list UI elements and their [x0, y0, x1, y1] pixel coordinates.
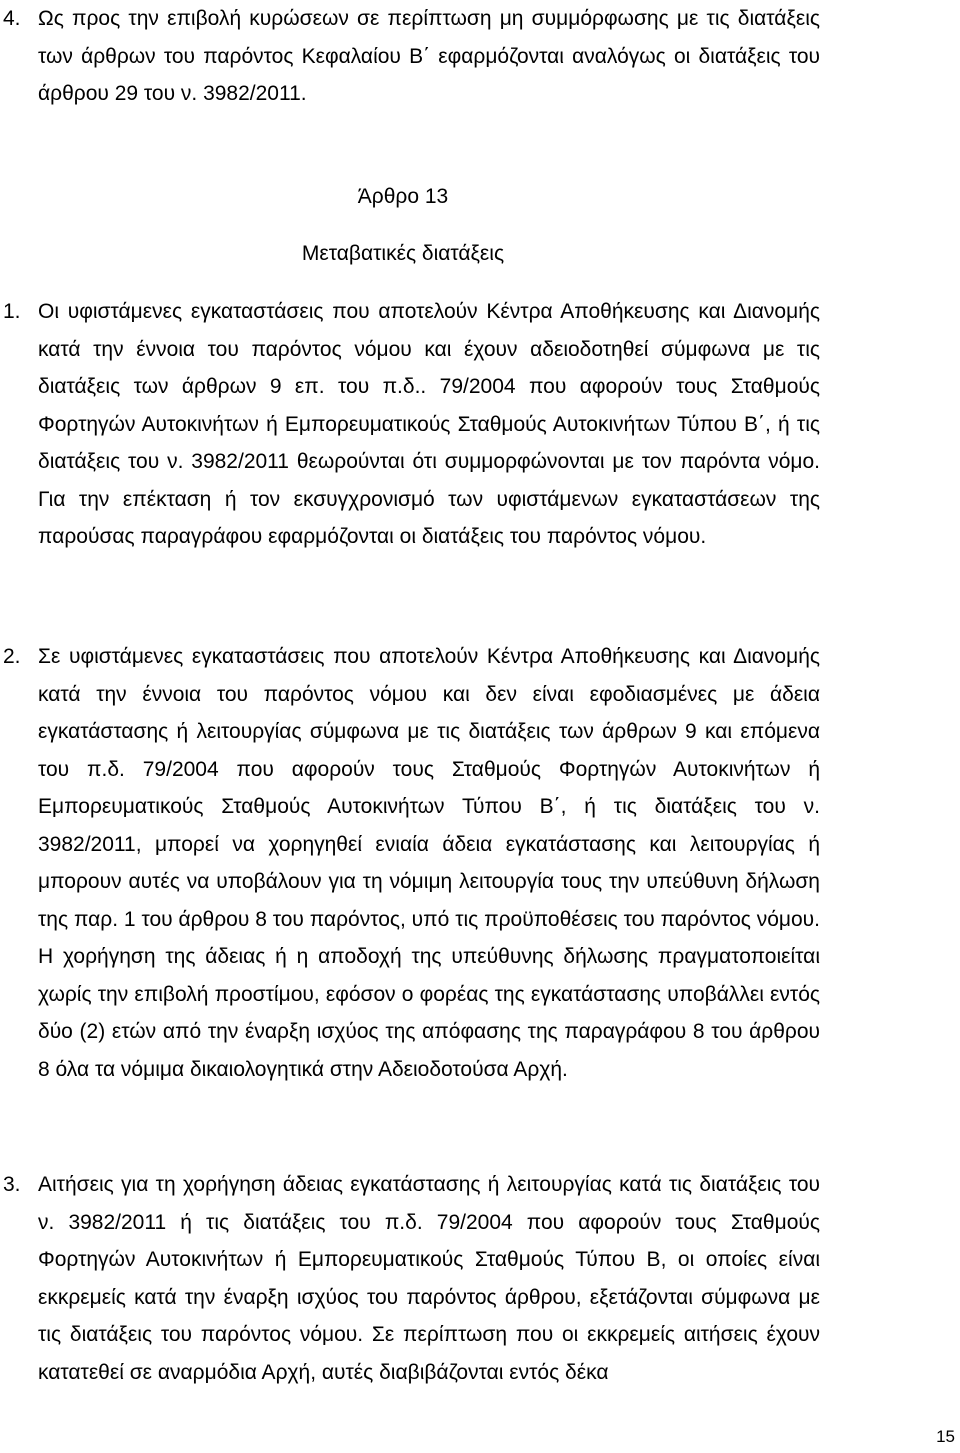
paragraph-text: Αιτήσεις για τη χορήγηση άδειας εγκατάστασης ή λειτουργίας κατά τις διατάξεις του ν. 3982/2011 ή τις διατάξεις του π.δ. 79/2004 που αφορούν τους Σταθμούς Φορτηγών Αυτοκινήτων ή Εμπορευματικούς Σταθμούς Τύπου Β, οι οποίες είναι εκκρεμείς κατά την έναρξη ισχύος του παρόντος άρθρου, εξετάζονται σύμφωνα με τις διατάξεις του παρόντος νόμου. Σε περίπτωση που οι εκκρεμείς αιτήσεις έχουν κατατεθεί σε αναρμόδια Αρχή, αυτές διαβιβάζονται εντός δέκα	[38, 1173, 820, 1384]
paragraph-number: 2.	[3, 645, 21, 668]
page-number: 15	[936, 1427, 955, 1446]
article-subtitle: Μεταβατικές διατάξεις	[301, 242, 505, 265]
paragraph-text: Οι υφιστάμενες εγκαταστάσεις που αποτελούν Κέντρα Αποθήκευσης και Διανομής κατά την έννοια του παρόντος νόμου και έχουν αδειοδοτηθεί σύμφωνα με τις διατάξεις των άρθρων 9 επ. του π.δ.. 79/2004 που αφορούν τους Σταθμούς Φορτηγών Αυτοκινήτων ή Εμπορευματικούς Σταθμούς Αυτοκινήτων Τύπου Β΄, ή τις διατάξεις του ν. 3982/2011 θεωρούνται ότι συμμορφώνονται με τον παρόντα νόμο. Για την επέκταση ή τον εκσυγχρονισμό των υφιστάμενων εγκαταστάσεων της παρούσας παραγράφου εφαρμόζονται οι διατάξεις του παρόντος νόμου.	[38, 300, 820, 548]
paragraph-number: 4.	[3, 7, 21, 30]
paragraph-number: 3.	[3, 1173, 21, 1196]
paragraph-text: Σε υφιστάμενες εγκαταστάσεις που αποτελούν Κέντρα Αποθήκευσης και Διανομής κατά την έννοια του παρόντος νόμου και δεν είναι εφοδιασμένες με άδεια εγκατάστασης ή λειτουργίας σύμφωνα με τις διατάξεις των άρθρων 9 και επόμενα του π.δ. 79/2004 που αφορούν τους Σταθμούς Φορτηγών Αυτοκινήτων ή Εμπορευματικούς Σταθμούς Αυτοκινήτων Τύπου Β΄, ή τις διατάξεις του ν. 3982/2011, μπορεί να χορηγηθεί ενιαία άδεια εγκατάστασης και λειτουργίας ή μπορουν αυτές να υποβάλουν για τη νόμιμη λειτουργία τους την υπεύθυνη δήλωση της παρ. 1 του άρθρου 8 του παρόντος, υπό τις προϋποθέσεις του παρόντος νόμου. Η χορήγηση της άδειας ή η αποδοχή της υπεύθυνης δήλωσης πραγματοποιείται χωρίς την επιβολή προστίμου, εφόσον ο φορέας της εγκατάστασης υποβάλλει εντός δύο (2) ετών από την έναρξη ισχύος της απόφασης της παραγράφου 8 του άρθρου 8 όλα τα νόμιμα δικαιολογητικά στην Αδειοδοτούσα Αρχή.	[38, 645, 820, 1081]
paragraph-number: 1.	[3, 300, 21, 323]
paragraph-text: Ως προς την επιβολή κυρώσεων σε περίπτωση μη συμμόρφωσης με τις διατάξεις των άρθρων του παρόντος Κεφαλαίου Β΄ εφαρμόζονται αναλόγως οι διατάξεις του άρθρου 29 του ν. 3982/2011.	[38, 7, 820, 105]
article-title: Άρθρο 13	[357, 185, 449, 208]
